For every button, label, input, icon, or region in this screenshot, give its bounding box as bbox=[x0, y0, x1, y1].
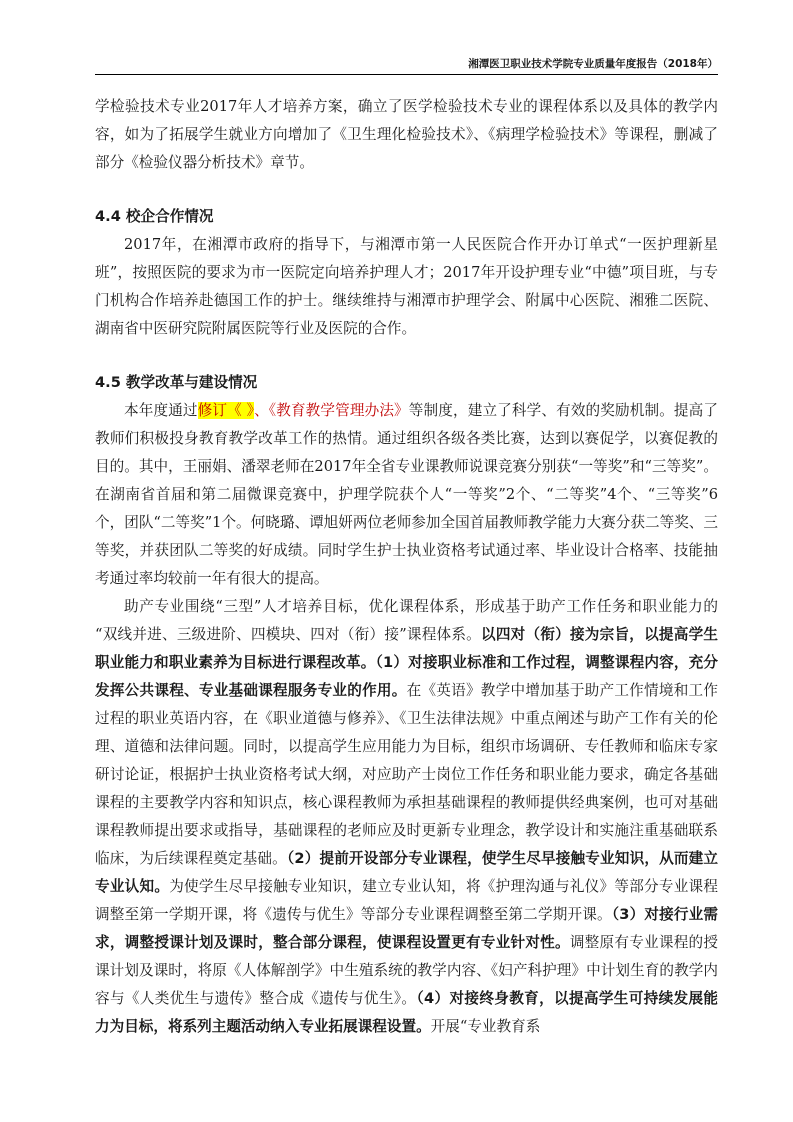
paragraph-midwifery bbox=[95, 593, 718, 1041]
red-regulation-title: 、《教育教学管理办法》 bbox=[254, 402, 409, 419]
paragraph-reform bbox=[95, 397, 718, 593]
section-heading-4-5: 4.5 教学改革与建设情况 bbox=[95, 374, 258, 391]
midwifery-text-c: 在《英语》教学中增加基于助产工作情境和工作过程的职业英语内容，在《职业道德与修养》、《卫生法律法规》中重点阐述与助产工作有关的伦理、道德和法律问题。同时，以提高学生应用能力为目标，组织市场调研、专任教师和临床专家研讨论证，根据护士执业资格考试大纲，对应助产士岗位工作任务和职业能力要求，确定各基础课程的主要教学内容和知识点，核心课程教师为承担基础课程的教师提供经典案例，也可对基础课程教师提出要求或指导，基础课程的老师应及时更新专业理念，教学设计和实施注重基础联系临床，为后续课程奠定基础。 bbox=[95, 682, 718, 867]
document-body bbox=[95, 93, 718, 1041]
reform-text-post: 等制度，建立了科学、有效的奖励机制。提高了教师们积极投身教育教学改革工作的热情。通过组织各级各类比赛，达到以赛促学，以赛促教的目的。其中，王丽娟、潘翠老师在2017年全省专业课教师说课竞赛分别获“一等奖”和“三等奖”。在湖南省首届和第二届微课竞赛中，护理学院获个人“一等奖”2个、“二等奖”4个、“三等奖”6个，团队“二等奖”1个。何晓璐、谭旭妍两位老师参加全国首届教师教学能力大赛分获二等奖、三等奖，并获团队二等奖的好成绩。同时学生护士执业资格考试通过率、毕业设计合格率、技能抽考通过率均较前一年有很大的提高。 bbox=[95, 402, 718, 587]
midwifery-text-e: 调整原有专业课程的授课计划及课时，将原《人体解剖学》中生殖系统的教学内容、《妇产科护理》中计划生育的教学内容与《人类优生与遗传》整合成《遗传与优生》。 bbox=[95, 934, 718, 1007]
midwifery-text-f: 开展“专业教育系 bbox=[430, 1018, 541, 1035]
paragraph-cooperation: 2017年，在湘潭市政府的指导下，与湘潭市第一人民医院合作开办订单式“一医护理新星班”，按照医院的要求为市一医院定向培养护理人才；2017年开设护理专业“中德”项目班，与专门机构合作培养赴德国工作的护士。继续维持与湘潭市护理学会、附属中心医院、湘雅二医院、湖南省中医研究院附属医院等行业及医院的合作。 bbox=[95, 236, 718, 337]
midwifery-bold-4: （4）对接终身教育，以提高学生可持续发展能力为目标，将系列主题活动纳入专业拓展课程设置。 bbox=[95, 990, 719, 1035]
midwifery-bold-3: （3）对接行业需求，调整授课计划及课时，整合部分课程，使课程设置更有专业针对性。 bbox=[95, 906, 718, 951]
midwifery-text-d: 为使学生尽早接触专业知识，建立专业认知，将《护理沟通与礼仪》等部分专业课程调整至第一学期开课，将《遗传与优生》等部分专业课程调整至第二学期开课。 bbox=[95, 878, 718, 923]
paragraph-continued: 学检验技术专业2017年人才培养方案，确立了医学检验技术专业的课程体系以及具体的教学内容，如为了拓展学生就业方向增加了《卫生理化检验技术》、《病理学检验技术》等课程，删减了部分《检验仪器分析技术》章节。 bbox=[95, 98, 718, 171]
highlighted-revision: 修订《 》 bbox=[197, 402, 255, 419]
section-heading-4-4: 4.4 校企合作情况 bbox=[95, 208, 214, 225]
header-title: 湘潭医卫职业技术学院专业质量年度报告（2018年） bbox=[468, 58, 718, 70]
midwifery-text-a: 助产专业围绕“三型”人才培养目标，优化课程体系，形成基于助产工作任务和职业能力的 “双线并进、三级进阶、四模块、四对（衔）接”课程体系。 bbox=[95, 598, 718, 643]
midwifery-bold-1: 以四对（衔）接为宗旨，以提高学生职业能力和职业素养为目标进行课程改革。（1）对接职业标准和工作过程，调整课程内容，充分发挥公共课程、专业基础课程服务专业的作用。 bbox=[95, 626, 718, 699]
midwifery-bold-2: （2）提前开设部分专业课程，使学生尽早接触专业知识，从而建立专业认知。 bbox=[95, 850, 718, 895]
page-header bbox=[95, 50, 718, 75]
reform-text-pre: 本年度通过 bbox=[124, 402, 198, 419]
